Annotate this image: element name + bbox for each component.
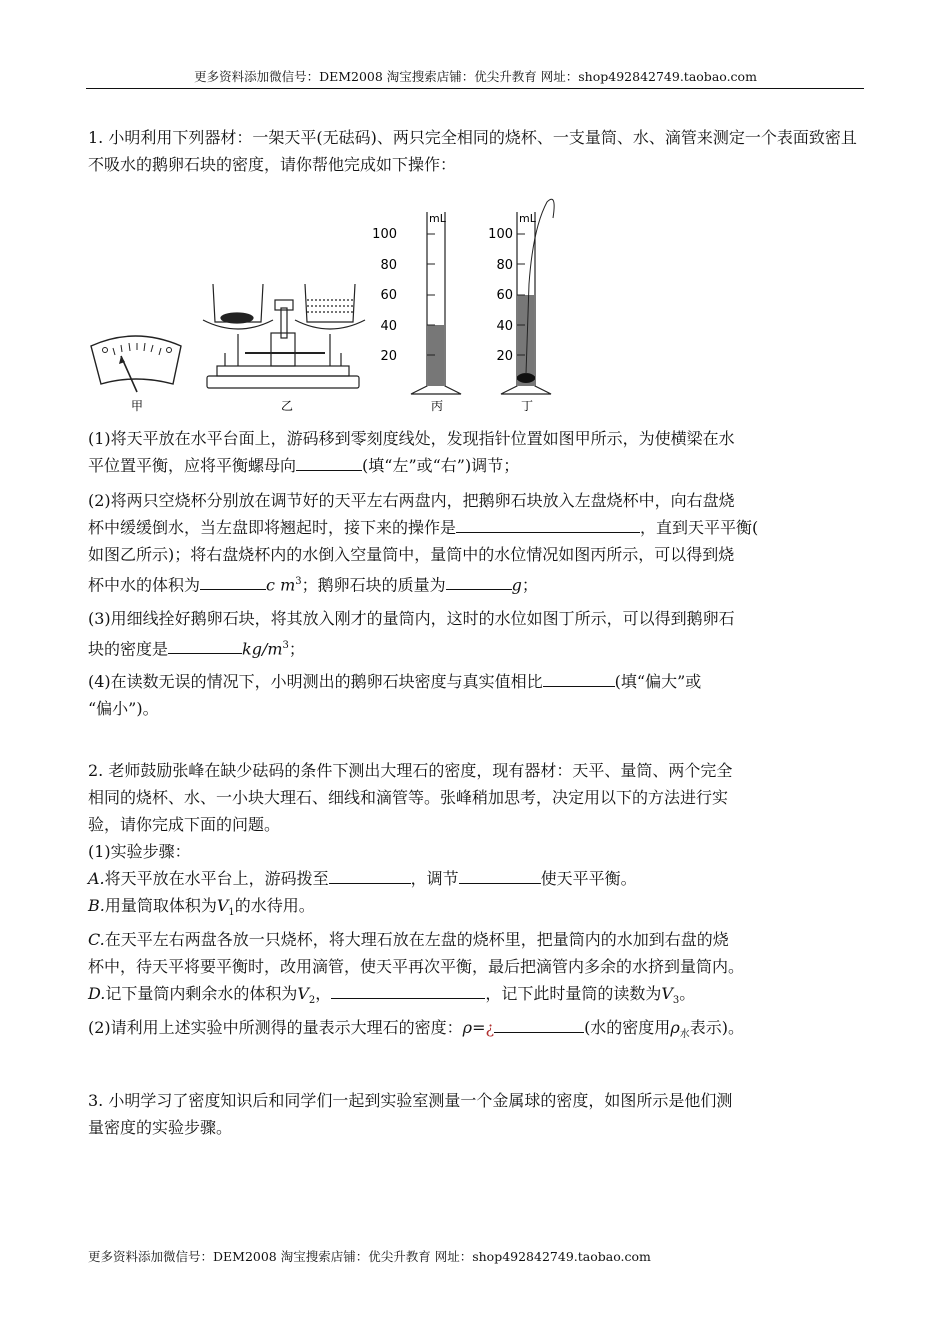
q2-stem: 2. 老师鼓励张峰在缺少砝码的条件下测出大理石的密度，现有器材：天平、量筒、两个完全 相同的烧杯、水、一小块大理石、细线和滴管等。张峰稍加思考，决定用以下的方法进行实 验，请你完成下面的问题。 (1)实验步骤： A.将天平放在水平台上，游码拨至 ，调节 使天平平衡。 B.用量筒取体积为$V_1$的水待用。 C.在天平左右两盘各放一只烧杯，将大理石放在左盘的烧杯里，把量筒内的水加到右盘的烧 杯中，待天平将要平衡时，改用滴管，使天平再次平衡，最后把滴管内多余的水挤到量筒内。 D.记下量筒内剩余水的体积为$V_2$， ，记下此时量筒的读数为$V_3$。 (2)请利用上述实验中所测得的量表示大理石的密度：ρ=¿ (水的密度用$\rho_水$表示)。 [88, 757, 863, 1049]
q1-part4-line1: (4)在读数无误的情况下，小明测出的鹅卵石块密度与真实值相比 (填“偏大”或 [88, 672, 702, 691]
fig-label-jia: 甲 [131, 399, 144, 413]
q1-part3 [88, 605, 863, 662]
tick-80-bing: 80 [380, 258, 397, 273]
q1-part3-line1: (3)用细线拴好鹅卵石块，将其放入刚才的量筒内，这时的水位如图丁所示，可以得到鹅卵石 [88, 609, 735, 628]
fig-label-bing: 丙 [431, 399, 444, 413]
tick-20-bing: 20 [380, 349, 397, 364]
tick-100-bing: 100 [372, 227, 397, 242]
q3-stem: 3. 小明学习了密度知识后和同学们一起到实验室测量一个金属球的密度，如图所示是他们测 量密度的实验步骤。 [88, 1091, 733, 1137]
q1-part2-line2: 杯中缓缓倒水，当左盘即将翘起时，接下来的操作是 ，直到天平平衡( [88, 518, 759, 537]
answer-blank[interactable] [446, 573, 512, 590]
tick-60-bing: 60 [380, 288, 397, 303]
q1-part1 [88, 425, 863, 479]
q1-part3-line2: 块的密度是 $kg/m^3$； [88, 639, 305, 659]
page-footer: 更多资料添加微信号：DEM2008 淘宝搜索店铺：优尖升教育 网址：shop492842749.taobao.com [88, 1249, 651, 1264]
fig-label-yi: 乙 [281, 399, 294, 413]
q1-part4-line2: “偏小”)。 [88, 699, 159, 718]
balance-icon [203, 284, 365, 388]
tick-20-ding: 20 [496, 349, 513, 364]
q2-part2: (2)请利用上述实验中所测得的量表示大理石的密度：ρ=¿ (水的密度用$\rho_水$表示)。 [88, 1018, 744, 1041]
answer-blank[interactable] [200, 573, 266, 590]
cylinder-ding-icon [488, 199, 554, 394]
q2-step-b: B.用量筒取体积为$V_1$的水待用。 [88, 896, 315, 919]
q2-step-d: D.记下量筒内剩余水的体积为$V_2$， ，记下此时量筒的读数为$V_3$。 [88, 984, 696, 1007]
answer-blank[interactable] [459, 867, 541, 884]
answer-blank[interactable] [543, 670, 615, 687]
unit-label-ding: mL [519, 212, 536, 225]
answer-blank[interactable] [456, 516, 640, 533]
tick-80-ding: 80 [496, 258, 513, 273]
answer-blank[interactable] [494, 1016, 584, 1033]
answer-blank[interactable] [296, 454, 362, 471]
q1-part2-line1: (2)将两只空烧杯分别放在调节好的天平左右两盘内，把鹅卵石块放入左盘烧杯中，向右盘烧 [88, 491, 735, 510]
q1-part2-line3: 如图乙所示)；将右盘烧杯内的水倒入空量筒中，量筒中的水位情况如图丙所示，可以得到烧 [88, 545, 735, 564]
q2-step-a: A.将天平放在水平台上，游码拨至 ，调节 使天平平衡。 [88, 869, 637, 888]
answer-blank[interactable] [329, 867, 411, 884]
unit-label-bing: mL [429, 212, 446, 225]
q1-part1-line2: 平位置平衡，应将平衡螺母向 (填“左”或“右”)调节； [88, 456, 520, 475]
fig-label-ding: 丁 [521, 399, 534, 413]
q1-part2 [88, 487, 863, 598]
pointer-dial-icon [91, 336, 181, 392]
q1-part1-line1: (1)将天平放在水平台面上，游码移到零刻度线处，发现指针位置如图甲所示，为使横梁在水 [88, 429, 735, 448]
q1-part4 [88, 668, 863, 722]
page-header: 更多资料添加微信号：DEM2008 淘宝搜索店铺：优尖升教育 网址：shop492842749.taobao.com [194, 69, 757, 84]
answer-blank[interactable] [168, 637, 242, 654]
q1-stem: 1. 小明利用下列器材：一架天平(无砝码)、两只完全相同的烧杯、一支量筒、水、滴管来测定一个表面致密且不吸水的鹅卵石块的密度，请你帮他完成如下操作： [88, 128, 857, 174]
q1-figure [85, 188, 565, 420]
tick-40-ding: 40 [496, 319, 513, 334]
tick-100-ding: 100 [488, 227, 513, 242]
q1-part2-line4: 杯中水的体积为 c $m^3$；鹅卵石块的质量为 g； [88, 575, 538, 595]
cylinder-bing-icon [372, 212, 461, 394]
tick-60-ding: 60 [496, 288, 513, 303]
q2-step-c: C.在天平左右两盘各放一只烧杯，将大理石放在左盘的烧杯里，把量筒内的水加到右盘的烧 [88, 930, 729, 950]
tick-40-bing: 40 [380, 319, 397, 334]
answer-blank[interactable] [331, 982, 485, 999]
header-rule [86, 88, 864, 89]
